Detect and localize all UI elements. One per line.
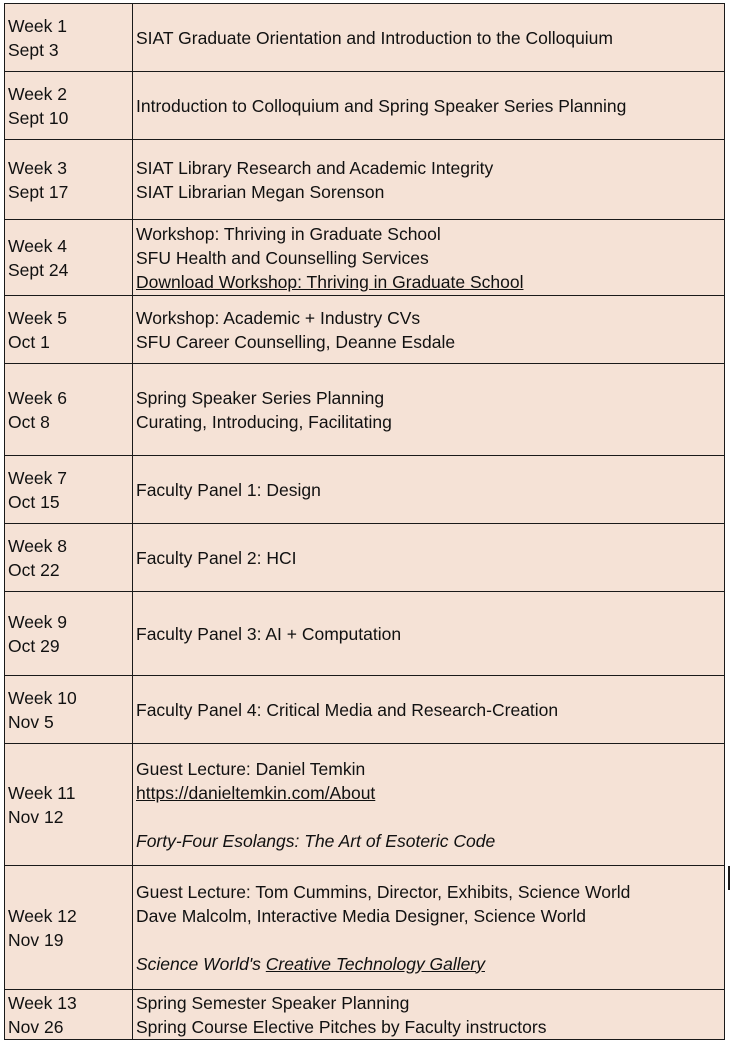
session-cell	[133, 220, 725, 296]
table-row	[5, 990, 725, 1040]
week-date-cell	[5, 140, 133, 220]
week-date-cell	[5, 676, 133, 744]
table-row	[5, 676, 725, 744]
session-line: Spring Course Elective Pitches by Faculty instructors	[136, 1016, 547, 1037]
date-label: Sept 10	[8, 107, 69, 128]
session-cell	[133, 72, 725, 140]
session-line: Workshop: Thriving in Graduate School	[136, 223, 441, 244]
table-row	[5, 744, 725, 866]
week-date-cell	[5, 220, 133, 296]
week-date-cell	[5, 744, 133, 866]
session-line: Dave Malcolm, Interactive Media Designer, Science World	[136, 905, 587, 926]
week-label: Week 9	[8, 611, 68, 632]
week-date-cell	[5, 866, 133, 990]
session-line: SFU Career Counselling, Deanne Esdale	[136, 331, 456, 352]
session-cell	[133, 592, 725, 676]
week-label: Week 8	[8, 535, 68, 556]
speaker-website-link[interactable]: https://danieltemkin.com/About	[136, 782, 376, 803]
week-label: Week 10	[8, 687, 77, 708]
session-cell	[133, 364, 725, 456]
session-cell	[133, 866, 725, 990]
week-label: Week 3	[8, 157, 68, 178]
colloquium-schedule-table	[4, 3, 725, 1040]
date-label: Oct 15	[8, 491, 60, 512]
download-workshop-link[interactable]: Download Workshop: Thriving in Graduate School	[136, 271, 524, 292]
date-label: Nov 26	[8, 1016, 64, 1037]
table-row	[5, 524, 725, 592]
session-cell	[133, 140, 725, 220]
session-line: Spring Semester Speaker Planning	[136, 992, 410, 1013]
date-label: Oct 22	[8, 559, 60, 580]
week-date-cell	[5, 592, 133, 676]
date-label: Oct 8	[8, 411, 50, 432]
session-line: Spring Speaker Series Planning	[136, 387, 385, 408]
table-row	[5, 72, 725, 140]
date-label: Nov 5	[8, 711, 54, 732]
table-row	[5, 296, 725, 364]
week-date-cell	[5, 296, 133, 364]
session-line: Faculty Panel 2: HCI	[136, 547, 297, 568]
session-cell	[133, 4, 725, 72]
table-row	[5, 592, 725, 676]
session-line: SFU Health and Counselling Services	[136, 247, 429, 268]
week-label: Week 4	[8, 235, 68, 256]
date-label: Sept 17	[8, 181, 69, 202]
session-cell	[133, 676, 725, 744]
session-line: SIAT Graduate Orientation and Introduction to the Colloquium	[136, 27, 613, 48]
date-label: Oct 1	[8, 331, 50, 352]
session-line: Faculty Panel 3: AI + Computation	[136, 623, 402, 644]
session-line: Faculty Panel 1: Design	[136, 479, 321, 500]
table-row	[5, 364, 725, 456]
week-date-cell	[5, 364, 133, 456]
week-date-cell	[5, 456, 133, 524]
week-label: Week 2	[8, 83, 68, 104]
date-label: Nov 19	[8, 929, 64, 950]
week-date-cell	[5, 524, 133, 592]
session-line: Introduction to Colloquium and Spring Speaker Series Planning	[136, 95, 627, 116]
table-row	[5, 140, 725, 220]
table-row	[5, 4, 725, 72]
week-label: Week 11	[8, 782, 76, 803]
session-line: Guest Lecture: Tom Cummins, Director, Exhibits, Science World	[136, 881, 631, 902]
session-cell	[133, 456, 725, 524]
session-cell	[133, 744, 725, 866]
session-line: Guest Lecture: Daniel Temkin	[136, 758, 366, 779]
session-line: Workshop: Academic + Industry CVs	[136, 307, 421, 328]
session-cell	[133, 990, 725, 1040]
date-label: Sept 3	[8, 39, 59, 60]
session-line: SIAT Librarian Megan Sorenson	[136, 181, 385, 202]
week-label: Week 6	[8, 387, 68, 408]
week-label: Week 12	[8, 905, 77, 926]
week-date-cell	[5, 990, 133, 1040]
week-label: Week 7	[8, 467, 68, 488]
date-label: Sept 24	[8, 259, 69, 280]
table-row	[5, 456, 725, 524]
week-label: Week 13	[8, 992, 77, 1013]
gallery-prefix: Science World's	[136, 953, 261, 974]
session-cell	[133, 296, 725, 364]
table-row	[5, 220, 725, 296]
date-label: Nov 12	[8, 806, 64, 827]
session-line: Faculty Panel 4: Critical Media and Research-Creation	[136, 699, 559, 720]
date-label: Oct 29	[8, 635, 60, 656]
week-date-cell	[5, 72, 133, 140]
session-line: SIAT Library Research and Academic Integrity	[136, 157, 494, 178]
book-title: Forty-Four Esolangs: The Art of Esoteric Code	[136, 830, 496, 851]
session-line: Curating, Introducing, Facilitating	[136, 411, 392, 432]
session-cell	[133, 524, 725, 592]
table-row	[5, 866, 725, 990]
creative-technology-gallery-link[interactable]: Creative Technology Gallery	[265, 953, 485, 974]
week-label: Week 1	[8, 15, 68, 36]
week-label: Week 5	[8, 307, 68, 328]
week-date-cell	[5, 4, 133, 72]
